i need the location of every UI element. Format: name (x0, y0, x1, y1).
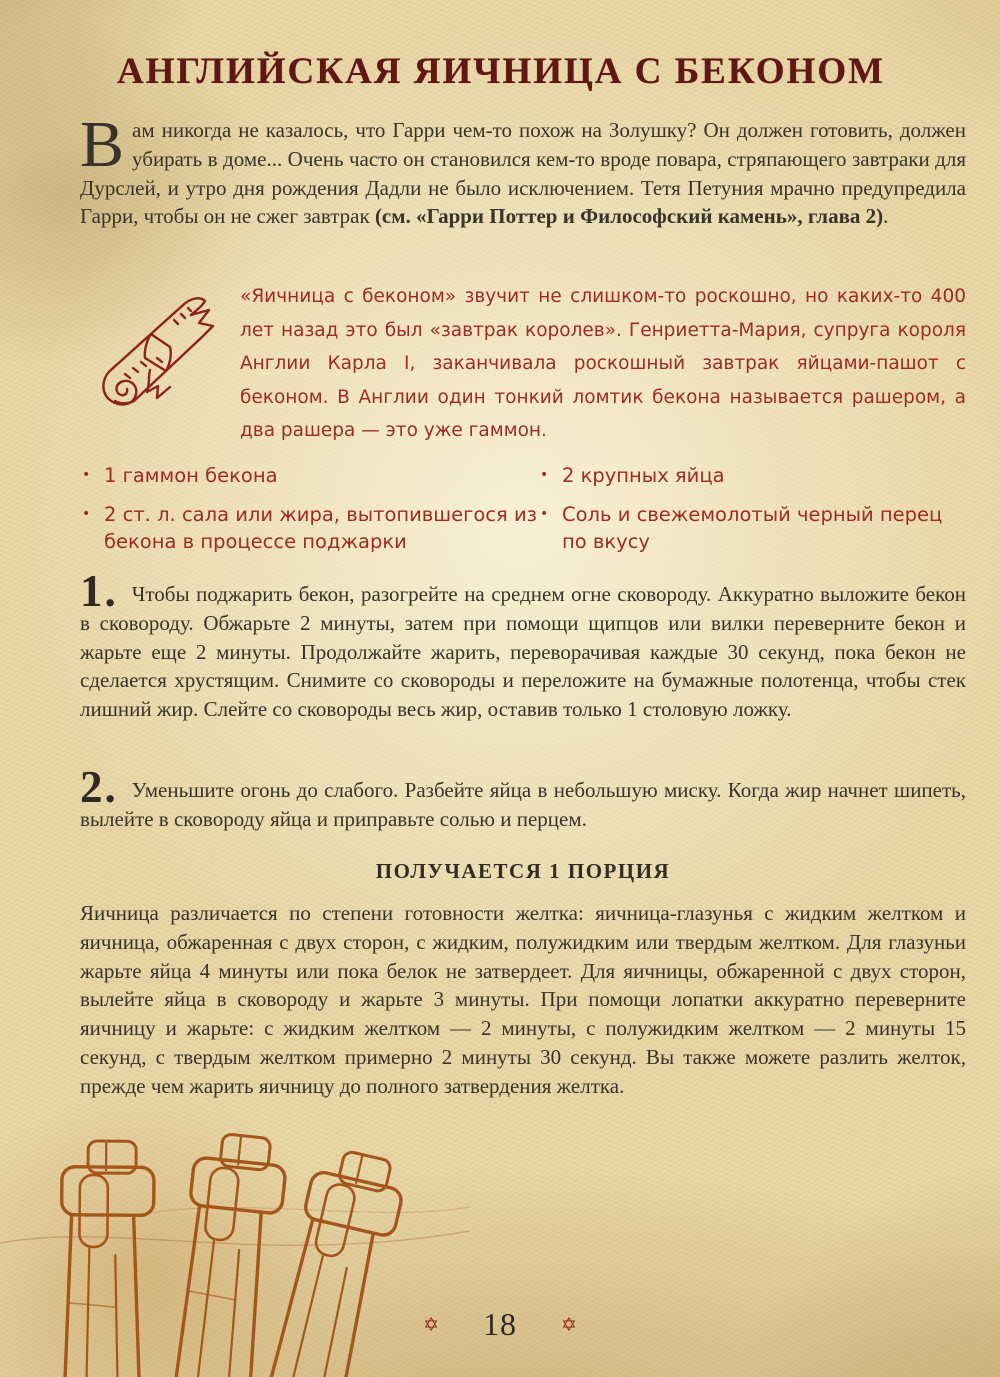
bullet-icon: • (540, 467, 549, 483)
doneness-note-paragraph: Яичница различается по степени готовности желтка: яичница-глазунья с жидким желтком и яичница, обжаренная с двух сторон, с жидким, полужидким или твердым желтком. Для глазуньи жарьте яйца 4 минуты или пока белок не затвердеет. Для яичницы, обжаренной с двух сторон, вылейте яйца в сковороду и жарьте 3 минуты. При помощи лопатки аккуратно переверните яичницу и жарьте: с жидким желтком — 2 минуты, с полужидким желтком — 2 минуты 15 секунд, с твердым желтком примерно 2 минуты 30 секунд. Вы также можете разлить желток, прежде чем жарить яичницу до полного затвердения желтка. (80, 901, 966, 1098)
yield-heading: ПОЛУЧАЕТСЯ 1 ПОРЦИЯ (375, 859, 671, 883)
ingredient-text: 2 ст. л. сала или жира, вытопившегося из бекона в процессе поджарки (104, 502, 537, 553)
ingredients-section (80, 462, 966, 567)
parchment-scroll-icon (78, 274, 230, 416)
scroll-note-text: «Яичница с беконом» звучит не слишком-то роскошно, но каких-то 400 лет назад это был «завтрак королев». Генриетта-Мария, супруга короля Англии Карла I, заканчивала роскошный завтрак яйцами-пашот с беконом. В Англии один тонкий ломтик бекона называется рашером, а два рашера — это уже гаммон. (240, 286, 966, 441)
ingredient-item (80, 462, 538, 490)
step-number: 2. (80, 762, 118, 812)
ingredient-item (80, 501, 538, 556)
page-title: АНГЛИЙСКАЯ ЯИЧНИЦА С БЕКОНОМ (116, 51, 886, 92)
star-ornament-icon: ✡ (561, 1313, 577, 1336)
bullet-icon: • (82, 467, 91, 483)
star-ornament-icon: ✡ (423, 1313, 439, 1336)
ingredients-column-left (80, 462, 538, 567)
bullet-icon: • (82, 505, 91, 522)
page-footer (0, 1306, 1000, 1343)
step-text: Чтобы поджарить бекон, разогрейте на среднем огне сковороду. Аккуратно выложите бекон в сковороду. Обжарьте 2 минуты, затем при помощи щипцов или вилки переверните бекон и жарьте еще 2 минуты. Продолжайте жарить, переворачивая каждые 30 секунд, пока бекон не сделается хрустящим. Снимите со сковороды и переложите на бумажные полотенца, чтобы стек лишний жир. Слейте со сковороды весь жир, оставив только 1 столовую ложку. (80, 582, 966, 722)
recipe-step-2 (80, 762, 966, 834)
intro-text-end: . (883, 204, 889, 229)
ingredient-text: 2 крупных яйца (562, 464, 725, 487)
intro-book-reference: (см. «Гарри Поттер и Философский камень», глава 2) (374, 204, 884, 229)
drop-cap: В (80, 108, 125, 181)
ingredient-item (538, 462, 966, 490)
intro-text: ам никогда не казалось, что Гарри чем-то похож на Золушку? Он должен готовить, должен убирать в доме... Очень часто он становился кем-то вроде повара, стряпающего завтраки для Дурслей, и утро дня рождения Дадли не было исключением. Тетя Петуния мрачно предупредила Гарри, чтобы он не сжег завтрак (80, 118, 966, 229)
step-text: Уменьшите огонь до слабого. Разбейте яйца в небольшую миску. Когда жир начнет шипеть, вылейте в сковороду яйца и приправьте солью и перцем. (80, 778, 966, 831)
intro-paragraph (80, 108, 966, 231)
scroll-sidebar (78, 274, 966, 448)
recipe-step-1 (80, 566, 966, 724)
step-number: 1. (80, 566, 118, 616)
ingredient-item (538, 501, 966, 556)
ingredient-text: 1 гаммон бекона (104, 464, 278, 487)
ingredient-text: Соль и свежемолотый черный перец по вкусу (562, 502, 943, 553)
bullet-icon: • (540, 505, 549, 522)
ingredients-column-right (538, 462, 966, 567)
page-number: 18 (483, 1306, 517, 1342)
